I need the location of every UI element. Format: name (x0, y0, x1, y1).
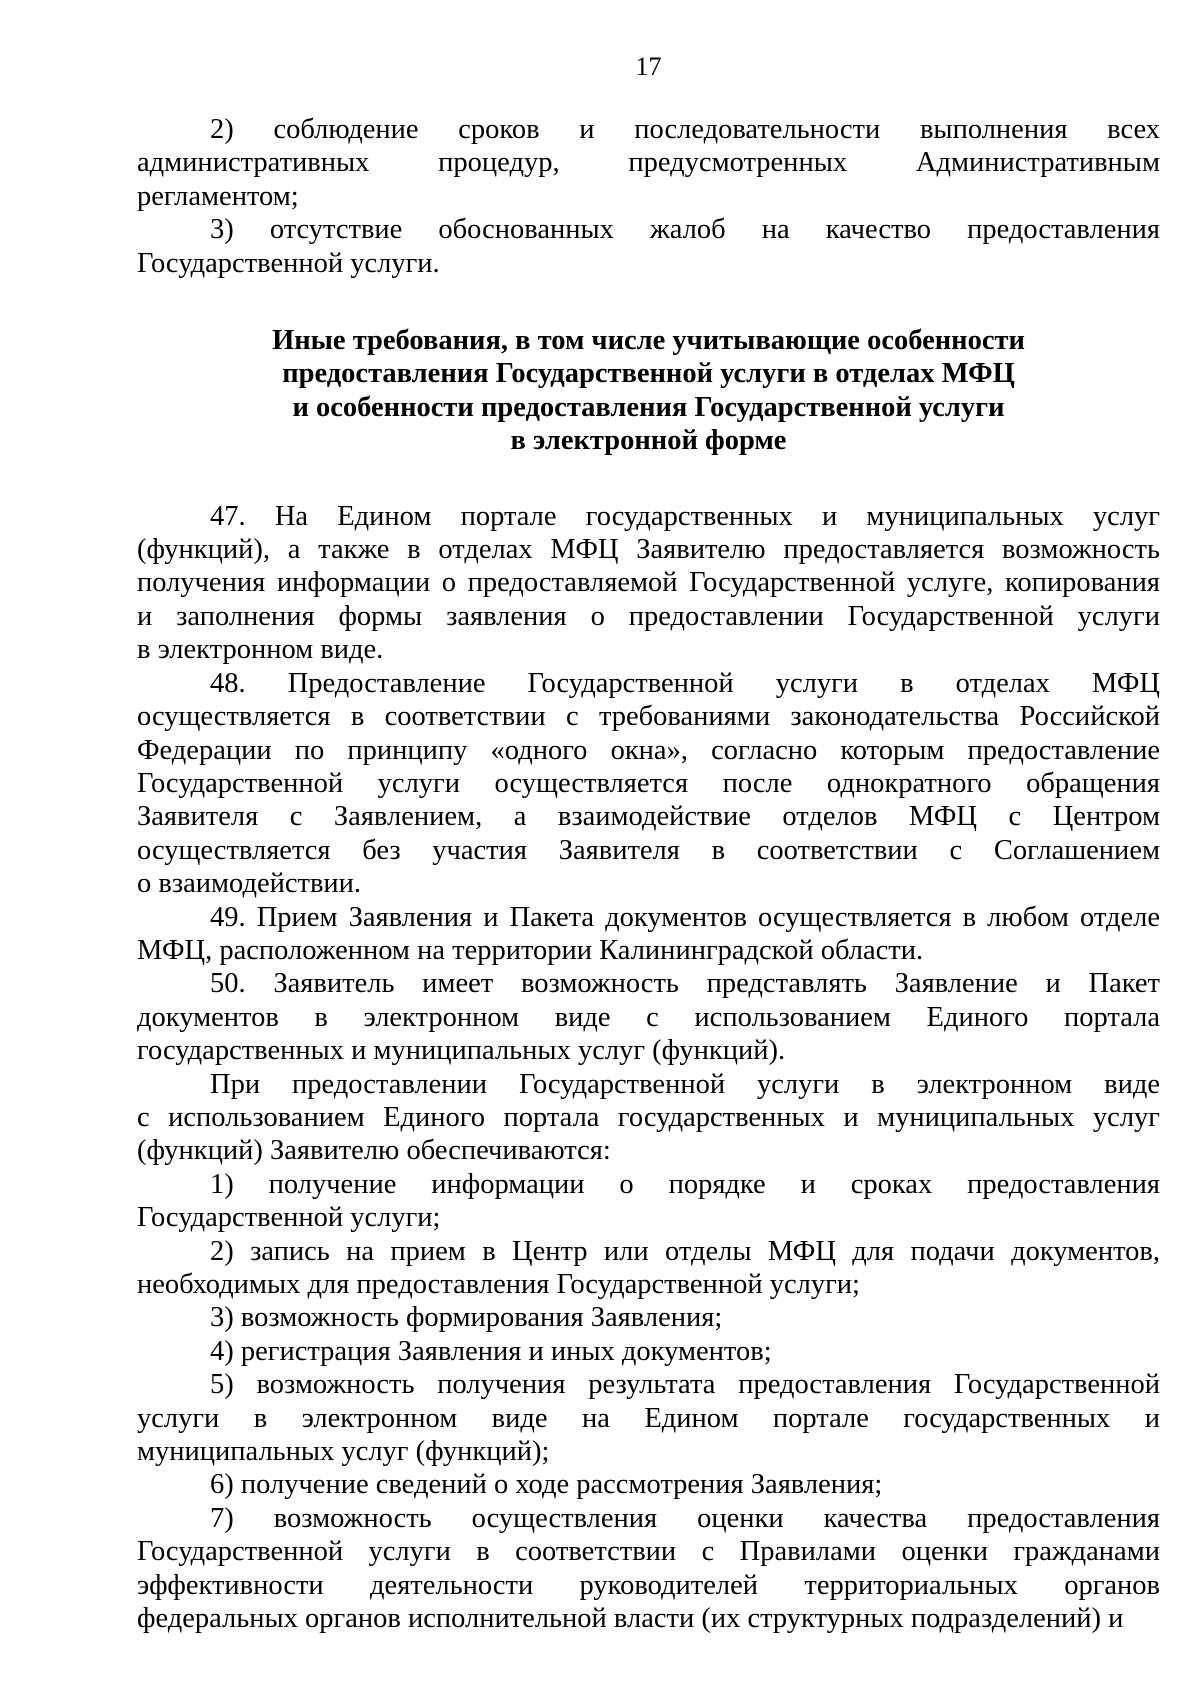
body-paragraph (137, 901, 1160, 968)
paragraph-line: государственных и муниципальных услуг (функций). (137, 1035, 786, 1067)
paragraph-line: получения информации о предоставляемой Государственной услуге, копирования (137, 567, 1160, 599)
paragraph-line: осуществляется без участия Заявителя в соответствии с Соглашением (137, 834, 1160, 866)
paragraph-line: с использованием Единого портала государственных и муниципальных услуг (137, 1101, 1160, 1133)
paragraph-line: о взаимодействии. (137, 868, 362, 900)
paragraph-line: 48. Предоставление Государственной услуги в отделах МФЦ (210, 667, 1160, 699)
paragraph-line: 6) получение сведений о ходе рассмотрения Заявления; (210, 1469, 883, 1501)
section-heading (137, 324, 1160, 458)
paragraph-line: При предоставлении Государственной услуги в электронном виде (210, 1068, 1160, 1100)
body-paragraph (137, 1301, 1160, 1334)
paragraph-line: необходимых для предоставления Государственной услуги; (137, 1269, 860, 1300)
body-paragraph (137, 500, 1160, 667)
heading-line: Иные требования, в том числе учитывающие особенности (272, 325, 1025, 357)
top-paragraph (137, 213, 1160, 280)
paragraph-line: 2) запись на прием в Центр или отделы МФЦ для подачи документов, (210, 1235, 1160, 1267)
paragraph-line: Государственной услуги; (137, 1202, 441, 1234)
body-paragraph (137, 1468, 1160, 1501)
paragraph-line: муниципальных услуг (функций); (137, 1436, 550, 1468)
paragraph-line: административных процедур, предусмотренных Административным (137, 147, 1160, 179)
paragraph-line: эффективности деятельности руководителей территориальных органов (137, 1569, 1160, 1601)
paragraph-line: федеральных органов исполнительной власти (их структурных подразделений) и (137, 1603, 1124, 1635)
paragraph-line: Государственной услуги. (137, 247, 440, 279)
paragraph-line: 3) отсутствие обоснованных жалоб на качество предоставления (210, 214, 1160, 246)
paragraph-line: документов в электронном виде с использованием Единого портала (137, 1001, 1160, 1033)
paragraph-line: услуги в электронном виде на Едином портале государственных и (137, 1402, 1160, 1434)
paragraph-line: 3) возможность формирования Заявления; (210, 1302, 723, 1334)
body-paragraph (137, 1068, 1160, 1168)
body-paragraph (137, 1168, 1160, 1235)
paragraph-line: 4) регистрация Заявления и иных документов; (210, 1335, 772, 1367)
body-paragraph (137, 667, 1160, 901)
paragraph-line: 7) возможность осуществления оценки качества предоставления (210, 1502, 1160, 1534)
top-paragraph (137, 113, 1160, 213)
paragraph-line: (функций), а также в отделах МФЦ Заявителю предоставляется возможность (137, 534, 1160, 566)
paragraph-line: Федерации по принципу «одного окна», согласно которым предоставление (137, 734, 1160, 766)
paragraph-line: 47. На Едином портале государственных и муниципальных услуг (210, 500, 1160, 532)
paragraph-line: Государственной услуги осуществляется после однократного обращения (137, 767, 1160, 799)
body-paragraph (137, 1235, 1160, 1302)
body-paragraph (137, 1368, 1160, 1468)
body-paragraph (137, 1335, 1160, 1368)
paragraph-line: 5) возможность получения результата предоставления Государственной (210, 1369, 1160, 1401)
body-paragraph (137, 1502, 1160, 1636)
paragraph-line: регламентом; (137, 180, 299, 212)
paragraph-line: осуществляется в соответствии с требованиями законодательства Российской (137, 701, 1160, 733)
paragraph-line: и заполнения формы заявления о предоставлении Государственной услуги (137, 600, 1160, 632)
document-content (137, 113, 1160, 1635)
heading-line: в электронной форме (510, 425, 787, 457)
paragraph-line: в электронном виде. (137, 634, 384, 666)
paragraph-line: 1) получение информации о порядке и сроках предоставления (210, 1168, 1160, 1200)
paragraph-line: МФЦ, расположенном на территории Калининградской области. (137, 934, 924, 966)
paragraph-line: 50. Заявитель имеет возможность представлять Заявление и Пакет (210, 968, 1160, 1000)
paragraph-line: (функций) Заявителю обеспечиваются: (137, 1135, 611, 1167)
body-paragraph (137, 967, 1160, 1067)
heading-line: предоставления Государственной услуги в отделах МФЦ (282, 358, 1015, 390)
paragraph-line: 2) соблюдение сроков и последовательности выполнения всех (210, 114, 1160, 145)
paragraph-line: Заявителя с Заявлением, а взаимодействие отделов МФЦ с Центром (137, 801, 1160, 833)
page-number: 17 (635, 52, 662, 81)
paragraph-line: Государственной услуги в соответствии с Правилами оценки гражданами (137, 1536, 1160, 1568)
heading-line: и особенности предоставления Государственной услуги (292, 391, 1005, 423)
paragraph-line: 49. Прием Заявления и Пакета документов осуществляется в любом отделе (210, 901, 1160, 933)
